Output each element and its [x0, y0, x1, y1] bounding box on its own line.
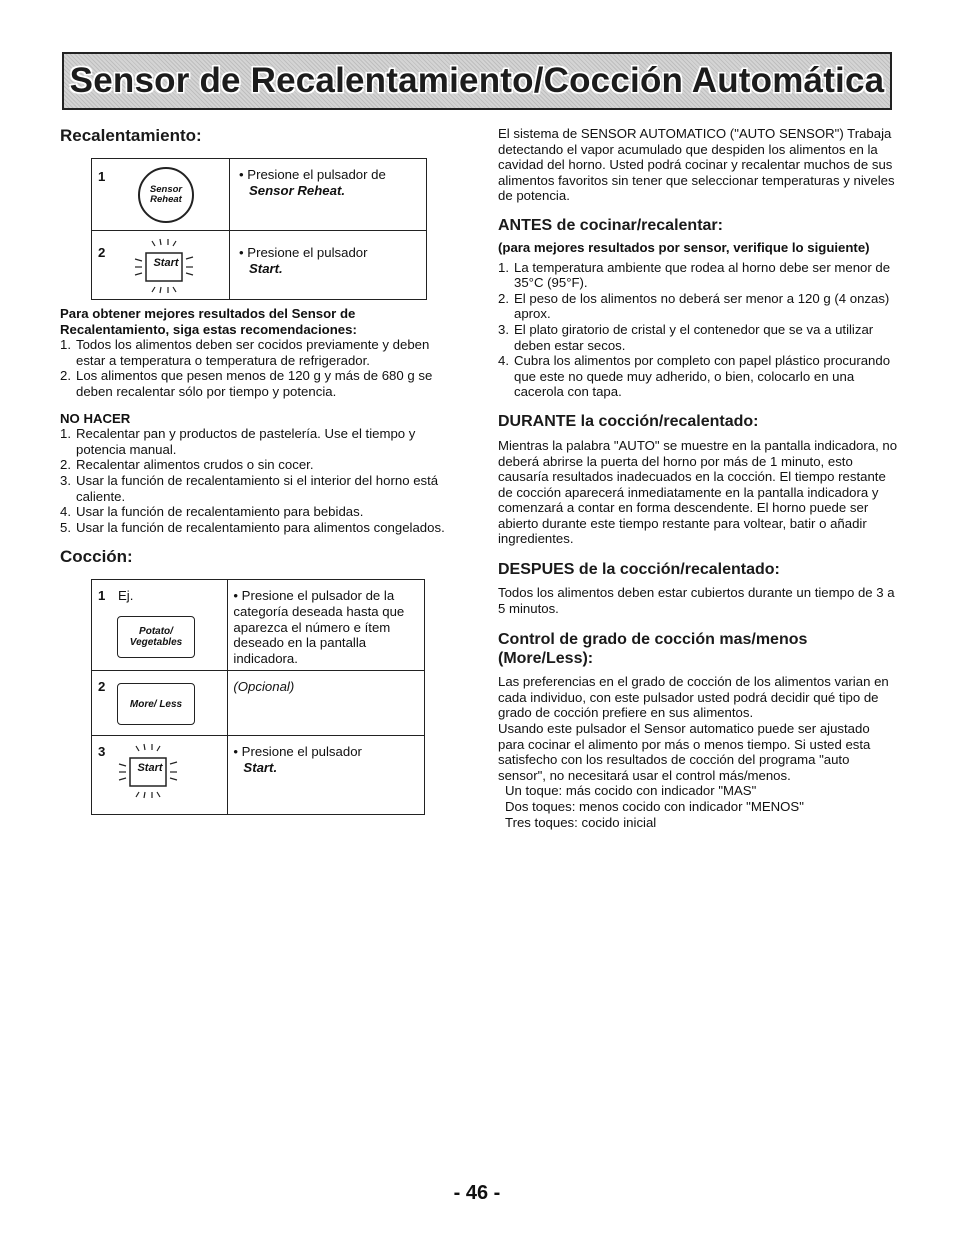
dont-list: [60, 426, 452, 535]
instruction-text: • Presione el pulsador de: [239, 167, 386, 182]
step-number: 2: [98, 245, 106, 260]
step-number: 1: [98, 588, 106, 604]
potato-vegetables-button-icon: Potato/ Vegetables: [117, 616, 195, 658]
start-button-label: Start: [137, 762, 163, 775]
instruction-button-name: Sensor Reheat.: [249, 182, 346, 198]
control-paragraph-1: Las preferencias en el grado de cocción de los alimentos varian en cada individuo, con este pulsador usted podrá decidir qué tipo de grado de cocción prefiere en sus alimentos.: [498, 674, 889, 721]
step-number: 1: [98, 169, 106, 184]
step-instruction: [230, 231, 426, 280]
touch-options: [498, 783, 898, 830]
instruction-button-name: Start.: [243, 759, 278, 775]
list-item: 5. Usar la función de recalentamiento para alimentos congelados.: [60, 519, 445, 535]
before-list: [498, 260, 898, 400]
instruction-text: • Presione el pulsador: [239, 245, 368, 260]
reheat-heading: Recalentamiento:: [60, 126, 202, 145]
list-item: Un toque: más cocido con indicador "MAS": [505, 783, 757, 799]
table-row: [92, 671, 425, 736]
step-instruction: (Opcional): [233, 679, 295, 695]
during-heading: DURANTE la cocción/recalentado:: [498, 412, 759, 430]
during-paragraph: Mientras la palabra "AUTO" se muestre en la pantalla indicadora, no deberá abrirse la puerta del horno por más de 1 minuto, esto causaría resultados inadecuados en la cocción. El tiempo restante de cocción aparecerá inmediatamente en la pantalla indicadora y comenzará a contar en forma descendente. El horno puede ser abierto durante este tiempo restante para voltear, batir o añadir ingredientes.: [498, 437, 898, 547]
list-item: Dos toques: menos cocido con indicador "MENOS": [505, 799, 804, 814]
after-paragraph: Todos los alimentos deben estar cubiertos durante un tiempo de 3 a 5 minutos.: [498, 585, 895, 616]
list-item: 1. La temperatura ambiente que rodea al horno debe ser menor de 35°C (95°F).: [498, 259, 891, 291]
list-item: 3. Usar la función de recalentamiento si el interior del horno está caliente.: [60, 472, 439, 504]
step-number: 2: [98, 679, 106, 695]
step-instruction: [228, 736, 424, 779]
control-heading: Control de grado de cocción mas/menos (More/Less):: [498, 631, 808, 668]
table-row: [92, 231, 427, 300]
list-item: 1. Todos los alimentos deben ser cocidos previamente y deben estar a temperatura o temperatura de refrigerador.: [60, 337, 430, 368]
start-button-label: Start: [153, 257, 179, 269]
left-column: [60, 126, 460, 815]
step-number: 3: [98, 744, 106, 760]
control-paragraph-2: Usando este pulsador el Sensor automatico puede ser ajustado para cocinar el alimento por más o menos tiempo. Si usted esta satisfecho con los resultados de cocción del programa "auto sensor", no necesitará usar el control más/menos.: [498, 721, 871, 783]
dont-heading: NO HACER: [60, 410, 131, 426]
page-title: Sensor de Recalentamiento/Cocción Automática: [69, 61, 885, 101]
instruction-button-name: Start.: [249, 260, 283, 276]
after-heading: DESPUES de la cocción/recalentado:: [498, 561, 780, 579]
step-instruction: [230, 159, 426, 202]
list-item: 1. Recalentar pan y productos de pastelería. Use el tiempo y potencia manual.: [60, 426, 416, 457]
tips-list: [60, 337, 452, 399]
intro-paragraph: El sistema de SENSOR AUTOMATICO ("AUTO SENSOR") Trabaja detectando el vapor acumulado que despiden los alimentos en la cavidad del horno. Usted podrá cocinar y recalentar muchos de sus alimentos favoritos sin tener que seleccionar temperaturas y niveles de potencia.: [498, 126, 895, 204]
cooking-steps-table: [91, 579, 425, 815]
list-item: 4. Usar la función de recalentamiento para bebidas.: [60, 504, 364, 520]
reheat-steps-table: [91, 158, 427, 300]
more-less-button-icon: More/ Less: [117, 683, 195, 725]
instruction-text: • Presione el pulsador de la categoría deseada hasta que aparezca el número e ítem deseado en la pantalla indicadora.: [233, 588, 405, 666]
tips-heading: Para obtener mejores resultados del Sensor de Recalentamiento, siga estas recomendaciones:: [60, 306, 357, 337]
example-label: Ej.: [118, 588, 134, 604]
list-item: 2. Recalentar alimentos crudos o sin cocer.: [60, 457, 314, 473]
list-item: 2. El peso de los alimentos no deberá ser menor a 120 g (4 onzas) aprox.: [498, 290, 890, 322]
before-subheading: (para mejores resultados por sensor, verifique lo siguiente): [498, 239, 870, 255]
list-item: Tres toques: cocido inicial: [505, 814, 657, 830]
table-row: [92, 159, 427, 231]
instruction-text: • Presione el pulsador: [233, 744, 362, 760]
list-item: 2. Los alimentos que pesen menos de 120 g y más de 680 g se deben recalentar sólo por tiempo y potencia.: [60, 368, 433, 399]
right-column: [498, 126, 898, 830]
page-number: - 46 -: [453, 1182, 501, 1204]
before-heading: ANTES de cocinar/recalentar:: [498, 216, 723, 234]
cooking-heading: Cocción:: [60, 547, 133, 567]
table-row: [92, 580, 425, 671]
step-instruction: [228, 580, 424, 670]
list-item: 4. Cubra los alimentos por completo con papel plástico procurando que este no quede muy adherido, o bien, colocarlo en una cacerola con tapa.: [498, 353, 891, 400]
sensor-reheat-button-icon: Sensor Reheat: [138, 167, 194, 223]
list-item: 3. El plato giratorio de cristal y el contenedor que se va a utilizar deben estar secos.: [498, 321, 874, 353]
page-title-banner: [62, 52, 892, 110]
table-row: [92, 736, 425, 815]
